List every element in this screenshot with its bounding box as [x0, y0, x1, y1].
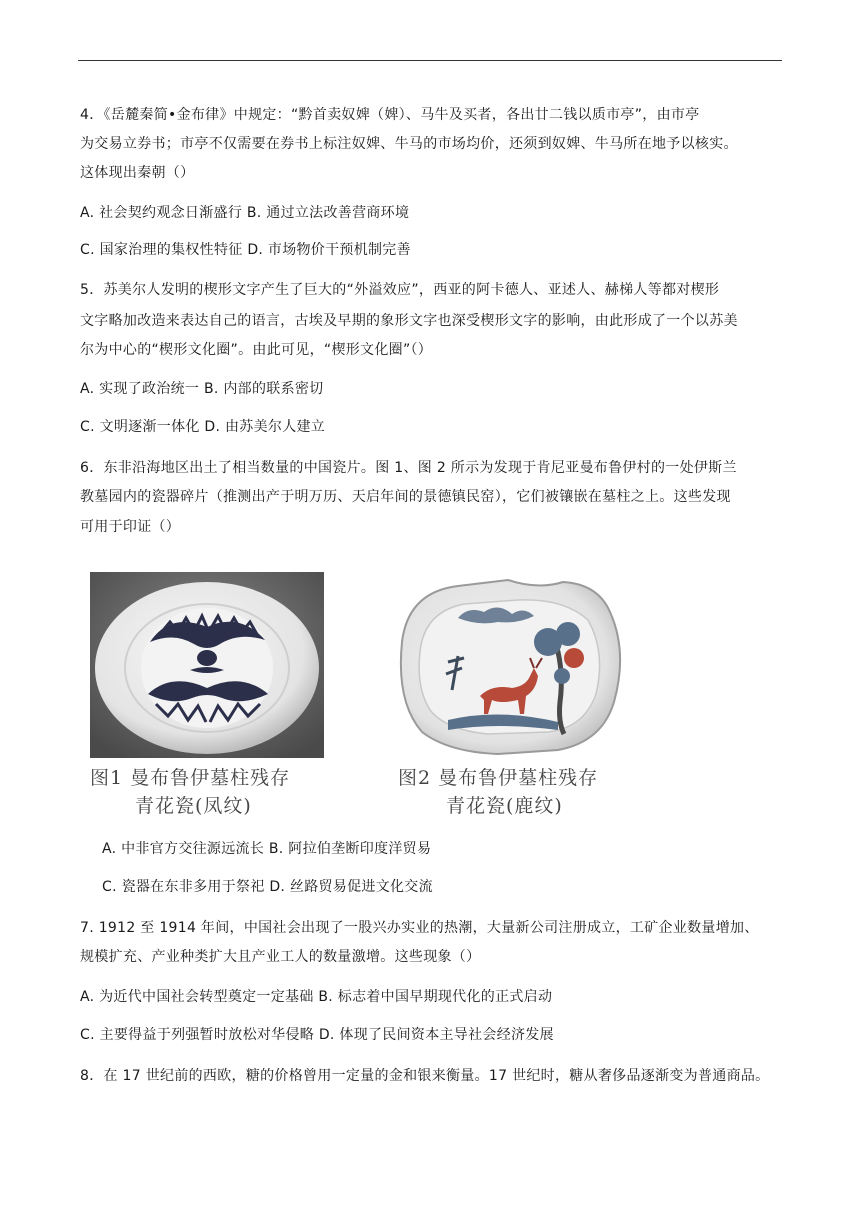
figure-1-caption-line-2: 青花瓷(凤纹)	[135, 795, 252, 817]
q5-stem-line-3: 尔为中心的“楔形文化圈”。由此可见，“楔形文化圈”（）	[80, 342, 433, 358]
figure-1-phoenix-plate-photo	[90, 572, 324, 758]
q4-stem-line-3: 这体现出秦朝（）	[80, 165, 195, 181]
q7-stem-line-2: 规模扩充、产业种类扩大且产业工人的数量激增。这些现象（）	[80, 949, 481, 965]
q5-option-ab: A. 实现了政治统一 B. 内部的联系密切	[80, 381, 324, 397]
figure-2-caption-line-2: 青花瓷(鹿纹)	[446, 795, 563, 817]
q7-stem-line-1: 7. 1912 至 1914 年间，中国社会出现了一股兴办实业的热潮，大量新公司注册成立，工矿企业数量增加、	[80, 920, 759, 936]
q4-option-cd: C. 国家治理的集权性特征 D. 市场物价干预机制完善	[80, 242, 411, 258]
q6-stem-line-1: 6．东非沿海地区出土了相当数量的中国瓷片。图 1、图 2 所示为发现于肯尼亚曼布鲁伊村的一处伊斯兰	[80, 460, 737, 476]
figure-2-caption-line-1: 图2 曼布鲁伊墓柱残存	[398, 767, 599, 789]
q4-option-ab: A. 社会契约观念日渐盛行 B. 通过立法改善营商环境	[80, 205, 410, 221]
figure-2-deer-sherd-photo	[388, 572, 632, 758]
q4-stem-line-1: 4．《岳麓秦简•金布律》中规定：“黔首卖奴婢（婢）、马牛及买者，各出廿二钱以质市亭”，由市亭	[80, 107, 700, 123]
phoenix-plate-image	[90, 572, 324, 758]
deer-sherd-image	[388, 572, 632, 758]
q5-option-cd: C. 文明逐渐一体化 D. 由苏美尔人建立	[80, 419, 326, 435]
q5-stem-line-1: 5．苏美尔人发明的楔形文字产生了巨大的“外溢效应”，西亚的阿卡德人、亚述人、赫梯人等都对楔形	[80, 282, 720, 298]
q6-stem-line-3: 可用于印证（）	[80, 519, 181, 535]
figure-1-caption-line-1: 图1 曼布鲁伊墓柱残存	[90, 767, 291, 789]
q5-stem-line-2: 文字略加改造来表达自己的语言，古埃及早期的象形文字也深受楔形文字的影响，由此形成了一个以苏美	[80, 313, 738, 329]
q4-stem-line-2: 为交易立券书；市亭不仅需要在券书上标注奴婢、牛马的市场均价，还须到奴婢、牛马所在地予以核实。	[80, 136, 738, 152]
q7-option-cd: C. 主要得益于列强暂时放松对华侵略 D. 体现了民间资本主导社会经济发展	[80, 1027, 554, 1043]
q7-option-ab: A. 为近代中国社会转型奠定一定基础 B. 标志着中国早期现代化的正式启动	[80, 989, 553, 1005]
header-rule	[78, 60, 782, 61]
q8-stem-line-1: 8．在 17 世纪前的西欧，糖的价格曾用一定量的金和银来衡量。17 世纪时，糖从奢侈品逐渐变为普通商品。	[80, 1068, 770, 1084]
q6-stem-line-2: 教墓园内的瓷器碎片（推测出产于明万历、天启年间的景德镇民窑），它们被镶嵌在墓柱之上。这些发现	[80, 489, 731, 505]
q6-option-cd: C. 瓷器在东非多用于祭祀 D. 丝路贸易促进文化交流	[102, 879, 433, 895]
q6-option-ab: A. 中非官方交往源远流长 B. 阿拉伯垄断印度洋贸易	[102, 841, 432, 857]
